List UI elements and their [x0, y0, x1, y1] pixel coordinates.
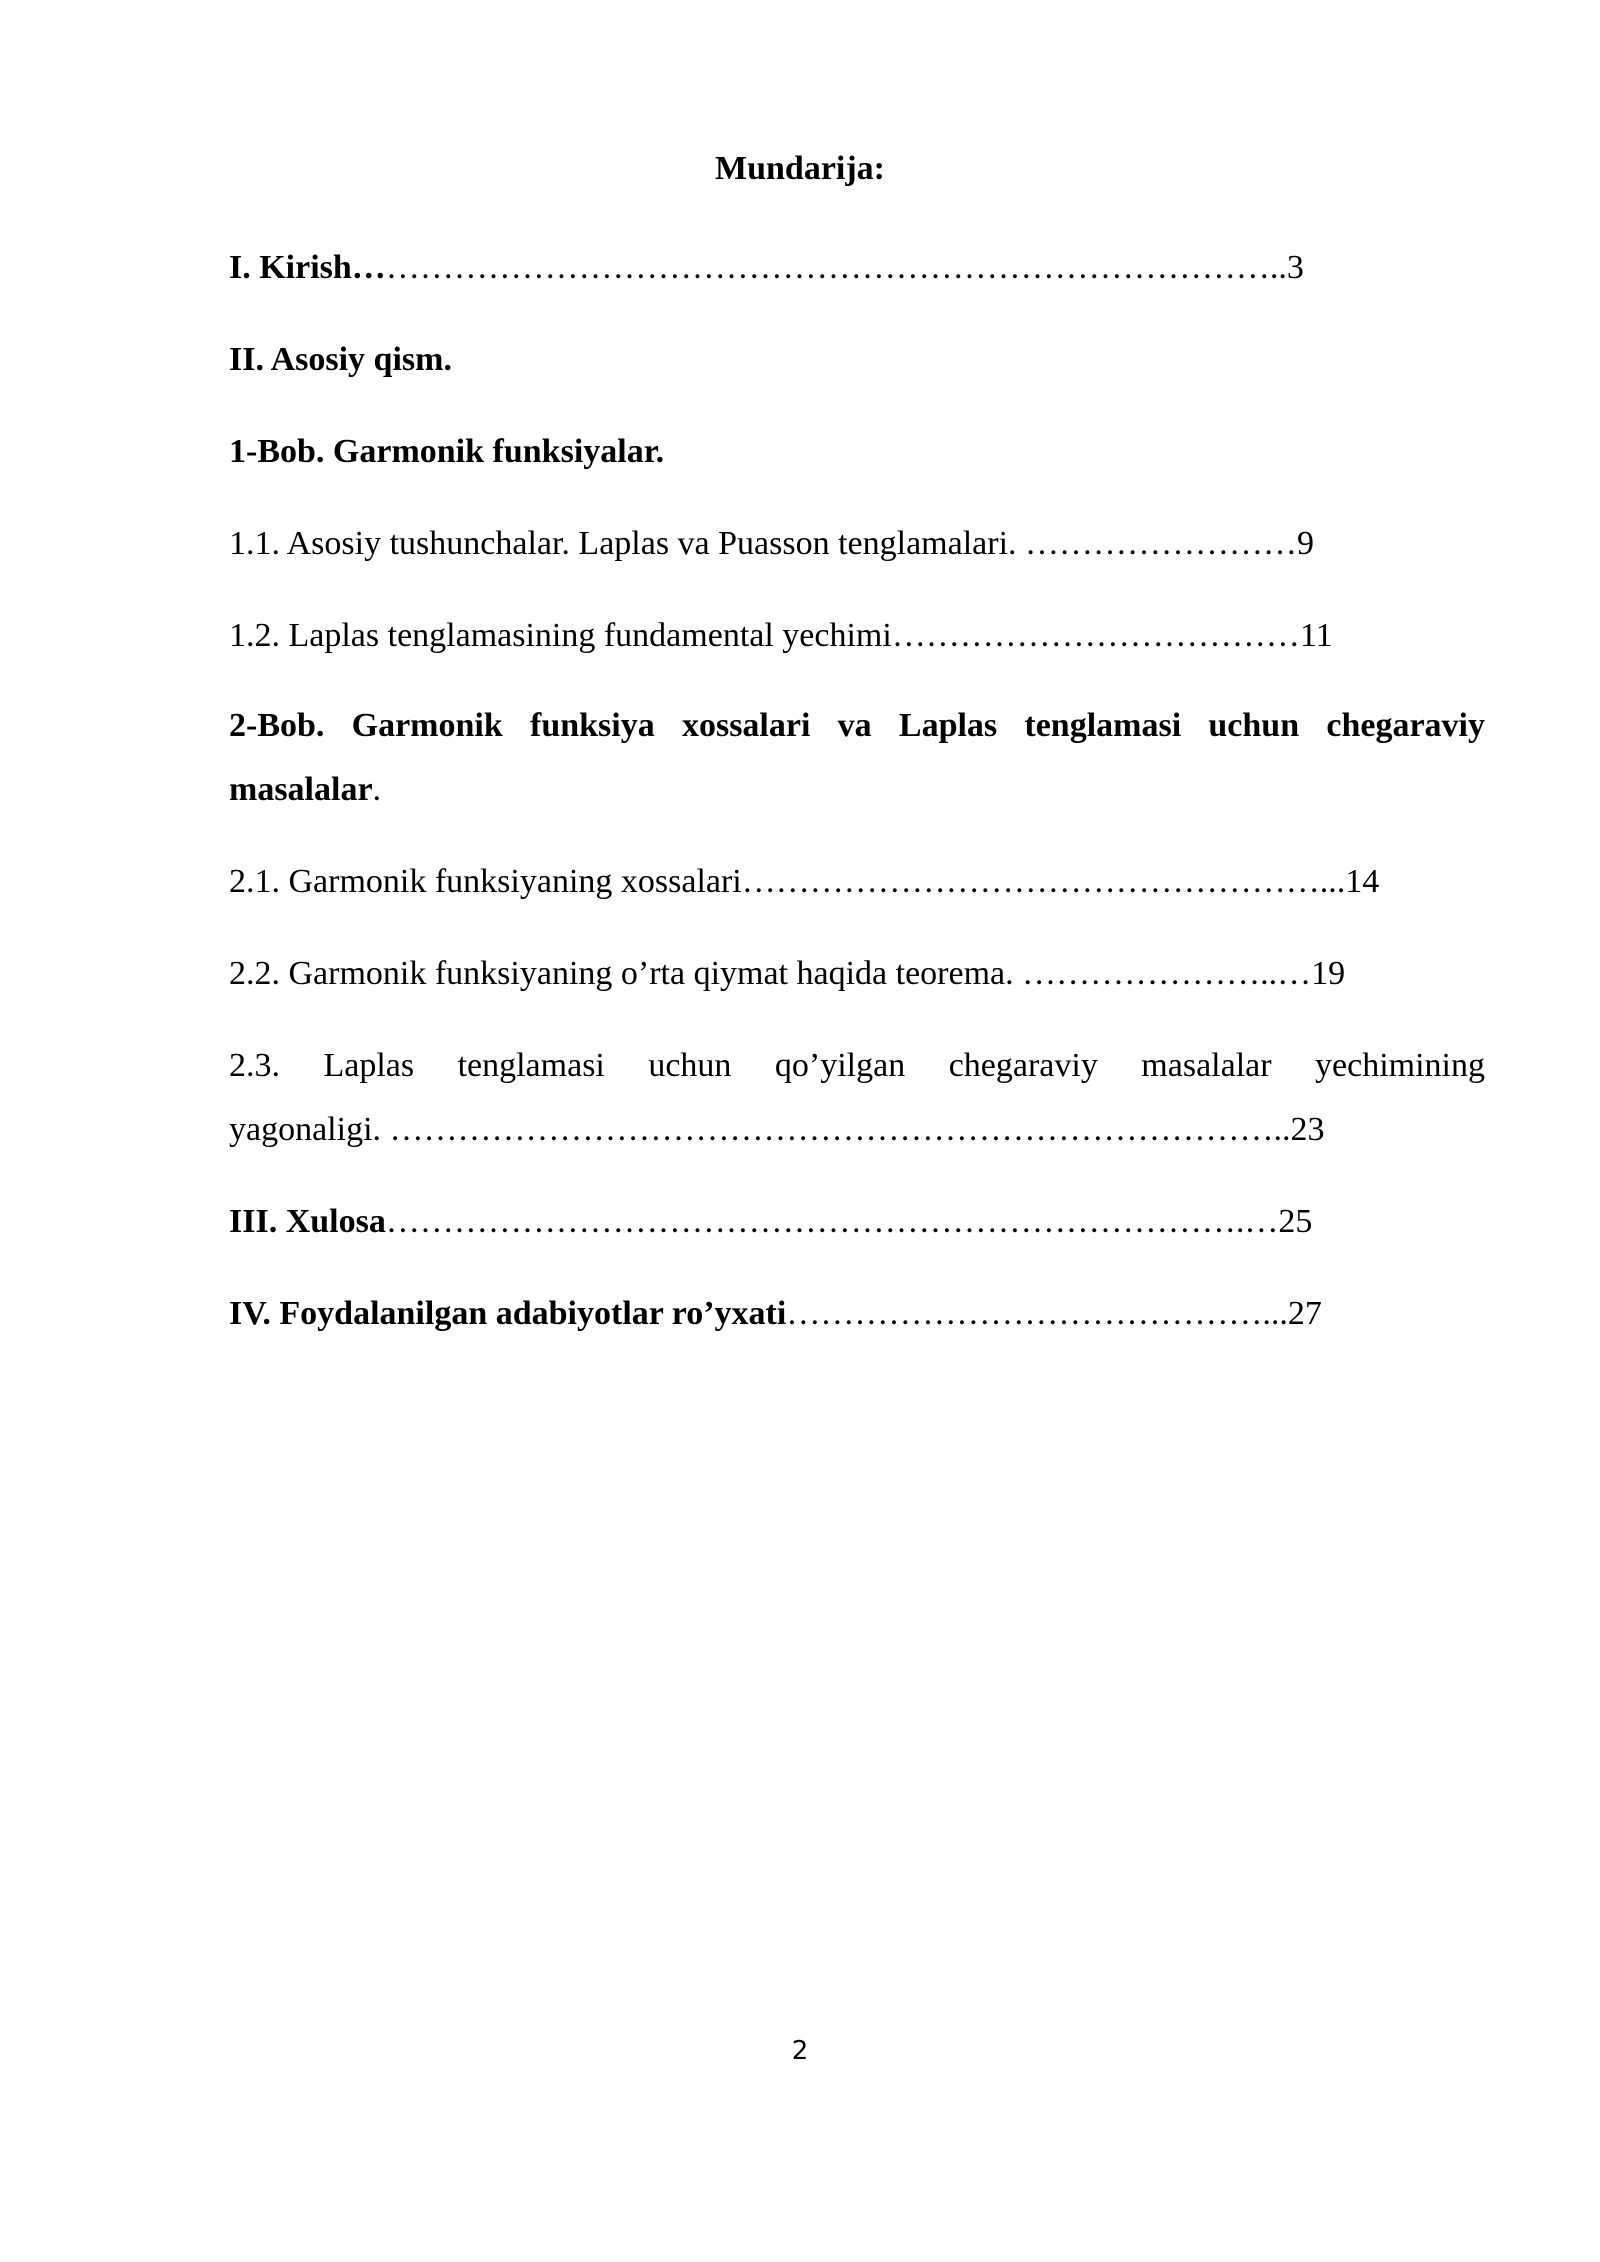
- toc-entry-xulosa: [229, 1202, 1485, 1242]
- toc-entry-leader: ……………………………………………...: [741, 863, 1346, 900]
- toc-title: Mundarija:: [715, 150, 885, 187]
- toc-entry-label: yagonaligi.: [229, 1111, 382, 1148]
- toc-entry-page: 23: [1290, 1111, 1325, 1148]
- page-number: 2: [791, 2036, 809, 2066]
- toc-entry-label: I. Kirish…: [229, 249, 386, 286]
- toc-entry-label: IV. Foydalanilgan adabiyotlar ro’yxati: [229, 1295, 787, 1332]
- toc-chapter-2-suffix: .: [372, 771, 382, 808]
- toc-entry-label: III. Xulosa: [229, 1203, 386, 1240]
- toc-entry-page: 19: [1311, 955, 1346, 992]
- toc-entry-leader: ………………………………………………………………….…: [385, 1203, 1279, 1240]
- toc-entry-label: 1.2. Laplas tenglamasining fundamental yechimi: [229, 617, 892, 654]
- toc-entry-page: 25: [1278, 1203, 1313, 1240]
- toc-entry-label: 2.2. Garmonik funksiyaning o’rta qiymat haqida teorema.: [229, 955, 1014, 992]
- toc-entry-1-1: [229, 524, 1485, 564]
- toc-entry-2-1: [229, 862, 1485, 902]
- toc-entry-leader: …………………..…: [1013, 955, 1312, 992]
- toc-entry-adabiyotlar: [229, 1294, 1485, 1334]
- toc-entry-page: 14: [1345, 863, 1380, 900]
- toc-chapter-2-line2: [229, 770, 1485, 810]
- toc-entry-page: 27: [1287, 1295, 1322, 1332]
- toc-entry-page: 11: [1299, 617, 1333, 654]
- toc-section-asosiy-qism: II. Asosiy qism.: [229, 341, 452, 378]
- toc-chapter-1: 1-Bob. Garmonik funksiyalar.: [229, 433, 665, 470]
- toc-entry-leader: ……………………………………...: [786, 1295, 1288, 1332]
- toc-entry-1-2: [229, 616, 1485, 656]
- toc-entry-leader: ……………………: [1016, 525, 1298, 562]
- toc-chapter-2-line1: 2-Bob. Garmonik funksiya xossalari va Laplas tenglamasi uchun chegaraviy: [229, 707, 1485, 744]
- toc-entry-leader: ………………………………: [891, 617, 1300, 654]
- toc-entry-page: 3: [1286, 249, 1304, 286]
- toc-entry-leader: ……………………………………………………………………..: [381, 1111, 1291, 1148]
- toc-entry-kirish: [229, 248, 1485, 288]
- toc-entry-2-3-line1: 2.3. Laplas tenglamasi uchun qo’yilgan chegaraviy masalalar yechimining: [229, 1047, 1485, 1084]
- toc-entry-page: 9: [1297, 525, 1315, 562]
- toc-entry-2-3-line2: [229, 1110, 1485, 1150]
- toc-chapter-2-label: masalalar: [229, 771, 373, 808]
- toc-entry-2-2: [229, 954, 1485, 994]
- toc-entry-leader: ……………………………………………………………………..: [385, 249, 1287, 286]
- toc-entry-label: 2.1. Garmonik funksiyaning xossalari: [229, 863, 742, 900]
- toc-entry-label: 1.1. Asosiy tushunchalar. Laplas va Puasson tenglamalari.: [229, 525, 1017, 562]
